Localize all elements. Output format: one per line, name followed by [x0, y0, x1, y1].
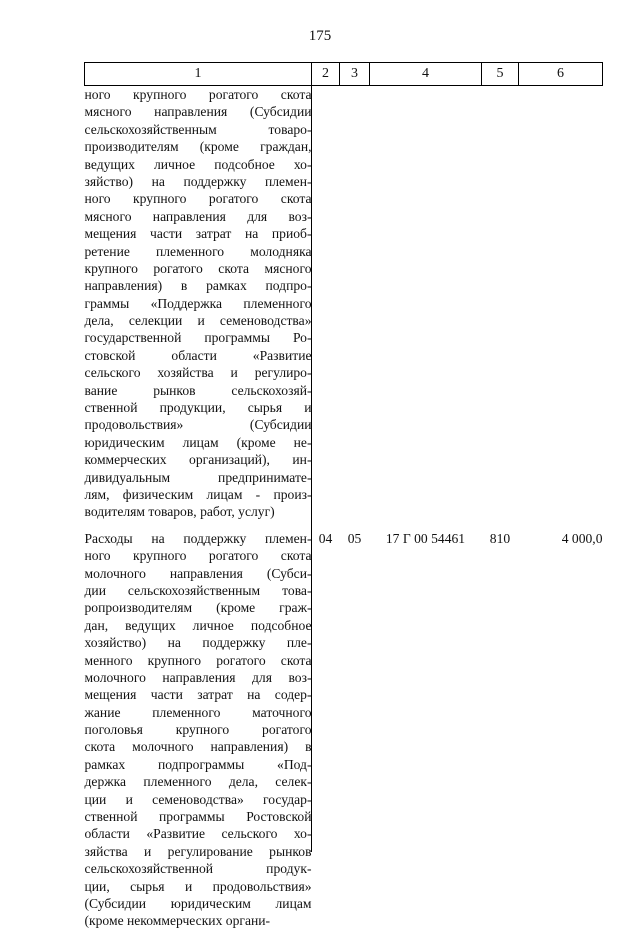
description-line: ции, сырья и продовольствия» [84, 878, 312, 894]
description-line: держка племенного дела, селек- [84, 774, 312, 790]
row-description [85, 530, 312, 930]
description-line: ретение племенного молодняка [84, 243, 312, 259]
header-col-2: 2 [312, 63, 340, 86]
description-line: мясного направления (Субсидии [84, 104, 312, 120]
description-line: скота молочного направления) в [84, 739, 312, 755]
description-line: мясного направления для воз- [84, 208, 312, 224]
description-line: Расходы на поддержку племен- [84, 530, 312, 546]
description-line: менного крупного рогатого скота [84, 652, 312, 668]
description-line: производителям (кроме граждан, [84, 139, 312, 155]
cell-amount: 4 000,0 [561, 530, 603, 546]
description-line: дии сельскохозяйственным това- [84, 582, 312, 598]
description-line: вание рынков сельскохозяй- [84, 382, 312, 398]
description-line: крупного рогатого скота мясного [84, 260, 312, 276]
description-line: сельскохозяйственной продук- [84, 861, 312, 877]
description-line: государственной программы Ро- [84, 330, 312, 346]
header-col-5: 5 [482, 63, 519, 86]
description-line: молочного направления (Субси- [84, 565, 312, 581]
description-line: коммерческих организаций), ин- [84, 452, 312, 468]
description-line: сельскохозяйственным товаро- [84, 121, 312, 137]
description-line: дан, ведущих личное подсобное [84, 617, 312, 633]
description-line: рамках подпрограммы «Под- [84, 756, 312, 772]
description-line: молочного направления для воз- [84, 669, 312, 685]
description-line: ропроизводителям (кроме граж- [84, 600, 312, 616]
description-line: лям, физическим лицам - произ- [84, 486, 312, 502]
budget-table [84, 62, 603, 930]
description-line: жание племенного маточного [84, 704, 312, 720]
header-col-3: 3 [340, 63, 370, 86]
cell-csr [370, 86, 482, 521]
description-line: (кроме некоммерческих органи- [84, 913, 271, 929]
description-line: ного крупного рогатого скота [84, 548, 312, 564]
description-line: направления) в рамках подпро- [84, 278, 312, 294]
cell-vr [482, 86, 519, 521]
description-line: поголовья крупного рогатого [84, 722, 312, 738]
description-line: стовской области «Развитие [84, 347, 312, 363]
description-line: ного крупного рогатого скота [84, 87, 312, 102]
description-line: граммы «Поддержка племенного [84, 295, 312, 311]
header-col-1: 1 [85, 63, 312, 86]
row-spacer [85, 521, 603, 530]
cell-pr: 05 [347, 530, 362, 546]
table-row [85, 530, 603, 930]
description-line: хозяйство) на поддержку пле- [84, 635, 312, 651]
description-line: ции и семеноводства» государ- [84, 791, 312, 807]
description-line: ственной продукции, сырья и [84, 400, 312, 416]
description-line: дивидуальным предпринимате- [84, 469, 312, 485]
description-line: зяйства и регулирование рынков [84, 843, 312, 859]
description-line: мещения части затрат на содер- [84, 687, 312, 703]
description-line: юридическим лицам (кроме не- [84, 434, 312, 450]
description-line: водителям товаров, работ, услуг) [84, 504, 275, 520]
page-number: 175 [308, 28, 332, 44]
description-line: ственной программы Ростовской [84, 809, 312, 825]
description-line: дела, селекции и семеноводства» [84, 313, 312, 329]
cell-rz: 04 [318, 530, 333, 546]
description-line: ведущих личное подсобное хо- [84, 156, 312, 172]
description-line: зяйство) на поддержку племен- [84, 173, 312, 189]
cell-amount [519, 86, 603, 521]
cell-pr [340, 86, 370, 521]
header-row [85, 63, 603, 86]
description-line: продовольствия» (Субсидии [84, 417, 312, 433]
header-col-4: 4 [370, 63, 482, 86]
description-line: мещения части затрат на приоб- [84, 226, 312, 242]
description-line: области «Развитие сельского хо- [84, 826, 312, 842]
row-description [85, 86, 312, 521]
cell-vr: 810 [489, 530, 511, 546]
table-row [85, 86, 603, 521]
cell-rz [312, 86, 340, 521]
header-col-6: 6 [519, 63, 603, 86]
description-line: (Субсидии юридическим лицам [84, 895, 312, 911]
description-line: сельского хозяйства и регулиро- [84, 365, 312, 381]
description-line: ного крупного рогатого скота [84, 191, 312, 207]
cell-csr: 17 Г 00 54461 [385, 530, 466, 546]
